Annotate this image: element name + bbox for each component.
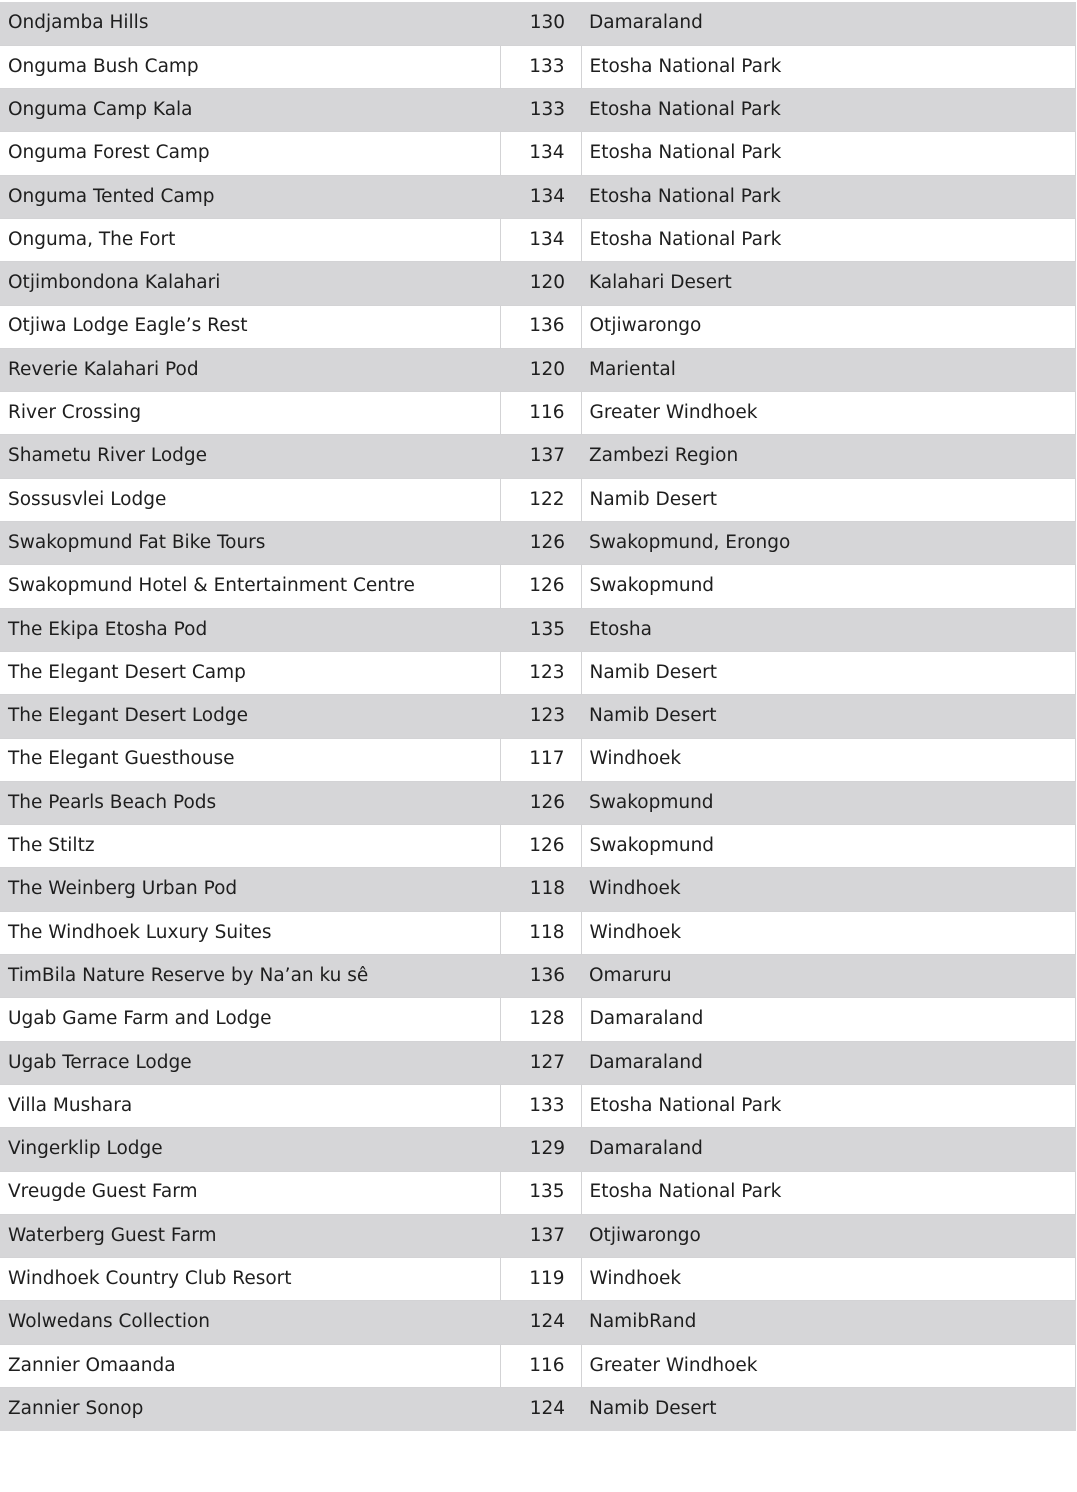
table-row	[0, 608, 1076, 651]
region-cell: Etosha National Park	[581, 1171, 1076, 1214]
region-cell: Namib Desert	[589, 1398, 717, 1420]
table-row	[0, 565, 1076, 608]
lodge-name-cell: Onguma Forest Camp	[0, 132, 500, 175]
table-row	[0, 262, 1076, 305]
region-cell: NamibRand	[589, 1311, 697, 1333]
lodge-name-cell: The Weinberg Urban Pod	[8, 878, 238, 900]
page-number-cell: 133	[500, 1084, 581, 1127]
page-number-cell: 119	[500, 1258, 581, 1301]
table-row	[0, 2, 1076, 45]
lodge-name-cell: Zannier Sonop	[8, 1398, 144, 1420]
region-cell: Etosha National Park	[581, 218, 1076, 261]
page-number-cell: 129	[529, 1138, 565, 1160]
region-cell: Swakopmund	[581, 825, 1076, 868]
region-cell: Swakopmund	[581, 565, 1076, 608]
region-cell: Windhoek	[589, 878, 681, 900]
page-number-cell: 135	[529, 618, 565, 640]
region-cell: Otjiwarongo	[589, 1224, 701, 1246]
page-number-cell: 126	[529, 531, 565, 553]
table-row	[0, 435, 1076, 478]
region-cell: Damaraland	[589, 1051, 703, 1073]
table-row	[0, 1084, 1076, 1127]
page-number-cell: 126	[500, 825, 581, 868]
region-cell: Kalahari Desert	[589, 272, 732, 294]
page-number-cell: 123	[500, 651, 581, 694]
region-cell: Greater Windhoek	[581, 392, 1076, 435]
table-row	[0, 218, 1076, 261]
page-number-cell: 128	[500, 998, 581, 1041]
lodge-name-cell: Onguma, The Fort	[0, 218, 500, 261]
page-number-cell: 116	[500, 392, 581, 435]
region-cell: Windhoek	[581, 738, 1076, 781]
region-cell: Namib Desert	[581, 651, 1076, 694]
lodge-name-cell: Ugab Terrace Lodge	[8, 1051, 192, 1073]
lodge-name-cell: Vreugde Guest Farm	[0, 1171, 500, 1214]
table-row	[0, 348, 1076, 391]
lodge-name-cell: Zannier Omaanda	[0, 1344, 500, 1387]
lodge-name-cell: Otjimbondona Kalahari	[8, 272, 221, 294]
lodge-name-cell: Swakopmund Hotel & Entertainment Centre	[0, 565, 500, 608]
lodge-name-cell: The Elegant Desert Camp	[0, 651, 500, 694]
page-number-cell: 118	[529, 878, 565, 900]
region-cell: Swakopmund	[589, 791, 714, 813]
table-row	[0, 998, 1076, 1041]
lodge-name-cell: Otjiwa Lodge Eagle’s Rest	[0, 305, 500, 348]
page-number-cell: 117	[500, 738, 581, 781]
page-number-cell: 118	[500, 911, 581, 954]
region-cell: Etosha National Park	[589, 185, 781, 207]
page-number-cell: 124	[529, 1398, 565, 1420]
region-cell: Windhoek	[581, 1258, 1076, 1301]
lodge-name-cell: Wolwedans Collection	[8, 1311, 211, 1333]
lodge-name-cell: TimBila Nature Reserve by Na’an ku sê	[8, 964, 369, 986]
region-cell: Swakopmund, Erongo	[589, 531, 791, 553]
lodge-name-cell: Waterberg Guest Farm	[8, 1224, 217, 1246]
region-cell: Zambezi Region	[589, 445, 739, 467]
lodge-name-cell: Onguma Bush Camp	[0, 45, 500, 88]
table-row	[0, 738, 1076, 781]
table-body	[0, 2, 1076, 1431]
region-cell: Etosha National Park	[589, 98, 781, 120]
region-cell: Windhoek	[581, 911, 1076, 954]
table-row	[0, 868, 1076, 911]
lodge-name-cell: The Elegant Desert Lodge	[8, 705, 248, 727]
region-cell: Namib Desert	[589, 705, 717, 727]
table-row	[0, 1041, 1076, 1084]
table-row	[0, 825, 1076, 868]
page-number-cell: 116	[500, 1344, 581, 1387]
lodge-name-cell: Vingerklip Lodge	[8, 1138, 163, 1160]
region-cell: Etosha	[589, 618, 652, 640]
lodge-name-cell: Ugab Game Farm and Lodge	[0, 998, 500, 1041]
lodge-name-cell: Shametu River Lodge	[8, 445, 208, 467]
lodge-name-cell: Onguma Camp Kala	[8, 98, 193, 120]
table-row	[0, 132, 1076, 175]
page-number-cell: 133	[500, 45, 581, 88]
table-row	[0, 45, 1076, 88]
page-number-cell: 136	[500, 305, 581, 348]
table-row	[0, 1344, 1076, 1387]
table-row	[0, 1388, 1076, 1431]
lodge-name-cell: River Crossing	[0, 392, 500, 435]
region-cell: Etosha National Park	[581, 45, 1076, 88]
page-number-cell: 136	[529, 964, 565, 986]
page-number-cell: 130	[529, 12, 565, 34]
lodge-name-cell: The Elegant Guesthouse	[0, 738, 500, 781]
page-number-cell: 127	[529, 1051, 565, 1073]
page-number-cell: 133	[529, 98, 565, 120]
lodge-name-cell: Ondjamba Hills	[8, 12, 149, 34]
table-row	[0, 651, 1076, 694]
table-row	[0, 478, 1076, 521]
page-number-cell: 120	[529, 358, 565, 380]
region-cell: Mariental	[589, 358, 676, 380]
lodge-name-cell: The Stiltz	[0, 825, 500, 868]
table-row	[0, 1171, 1076, 1214]
table-row	[0, 955, 1076, 998]
region-cell: Greater Windhoek	[581, 1344, 1076, 1387]
page-number-cell: 134	[500, 218, 581, 261]
region-cell: Etosha National Park	[581, 1084, 1076, 1127]
region-cell: Namib Desert	[581, 478, 1076, 521]
table-row	[0, 695, 1076, 738]
page-number-cell: 122	[500, 478, 581, 521]
table-row	[0, 1258, 1076, 1301]
region-cell: Damaraland	[589, 12, 703, 34]
region-cell: Etosha National Park	[581, 132, 1076, 175]
lodge-name-cell: Reverie Kalahari Pod	[8, 358, 199, 380]
page-number-cell: 137	[529, 445, 565, 467]
lodge-name-cell: Villa Mushara	[0, 1084, 500, 1127]
table-row	[0, 175, 1076, 218]
lodge-name-cell: The Pearls Beach Pods	[8, 791, 217, 813]
table-row	[0, 1214, 1076, 1257]
page-number-cell: 126	[529, 791, 565, 813]
table-row	[0, 522, 1076, 565]
lodge-name-cell: Windhoek Country Club Resort	[0, 1258, 500, 1301]
lodge-name-cell: The Ekipa Etosha Pod	[8, 618, 208, 640]
page-number-cell: 123	[529, 705, 565, 727]
table-row	[0, 392, 1076, 435]
lodge-name-cell: The Windhoek Luxury Suites	[0, 911, 500, 954]
table-row	[0, 911, 1076, 954]
table-row	[0, 89, 1076, 132]
page-number-cell: 134	[500, 132, 581, 175]
lodge-name-cell: Sossusvlei Lodge	[0, 478, 500, 521]
table-row	[0, 1301, 1076, 1344]
page-number-cell: 120	[529, 272, 565, 294]
region-cell: Otjiwarongo	[581, 305, 1076, 348]
table-row	[0, 1128, 1076, 1171]
region-cell: Damaraland	[589, 1138, 703, 1160]
page-number-cell: 135	[500, 1171, 581, 1214]
table-row	[0, 781, 1076, 824]
page-number-cell: 134	[529, 185, 565, 207]
lodge-name-cell: Onguma Tented Camp	[8, 185, 215, 207]
page-number-cell: 137	[529, 1224, 565, 1246]
table-row	[0, 305, 1076, 348]
accommodation-index-table	[0, 2, 1076, 1431]
lodge-name-cell: Swakopmund Fat Bike Tours	[8, 531, 266, 553]
page-number-cell: 124	[529, 1311, 565, 1333]
region-cell: Omaruru	[589, 964, 672, 986]
page-number-cell: 126	[500, 565, 581, 608]
region-cell: Damaraland	[581, 998, 1076, 1041]
